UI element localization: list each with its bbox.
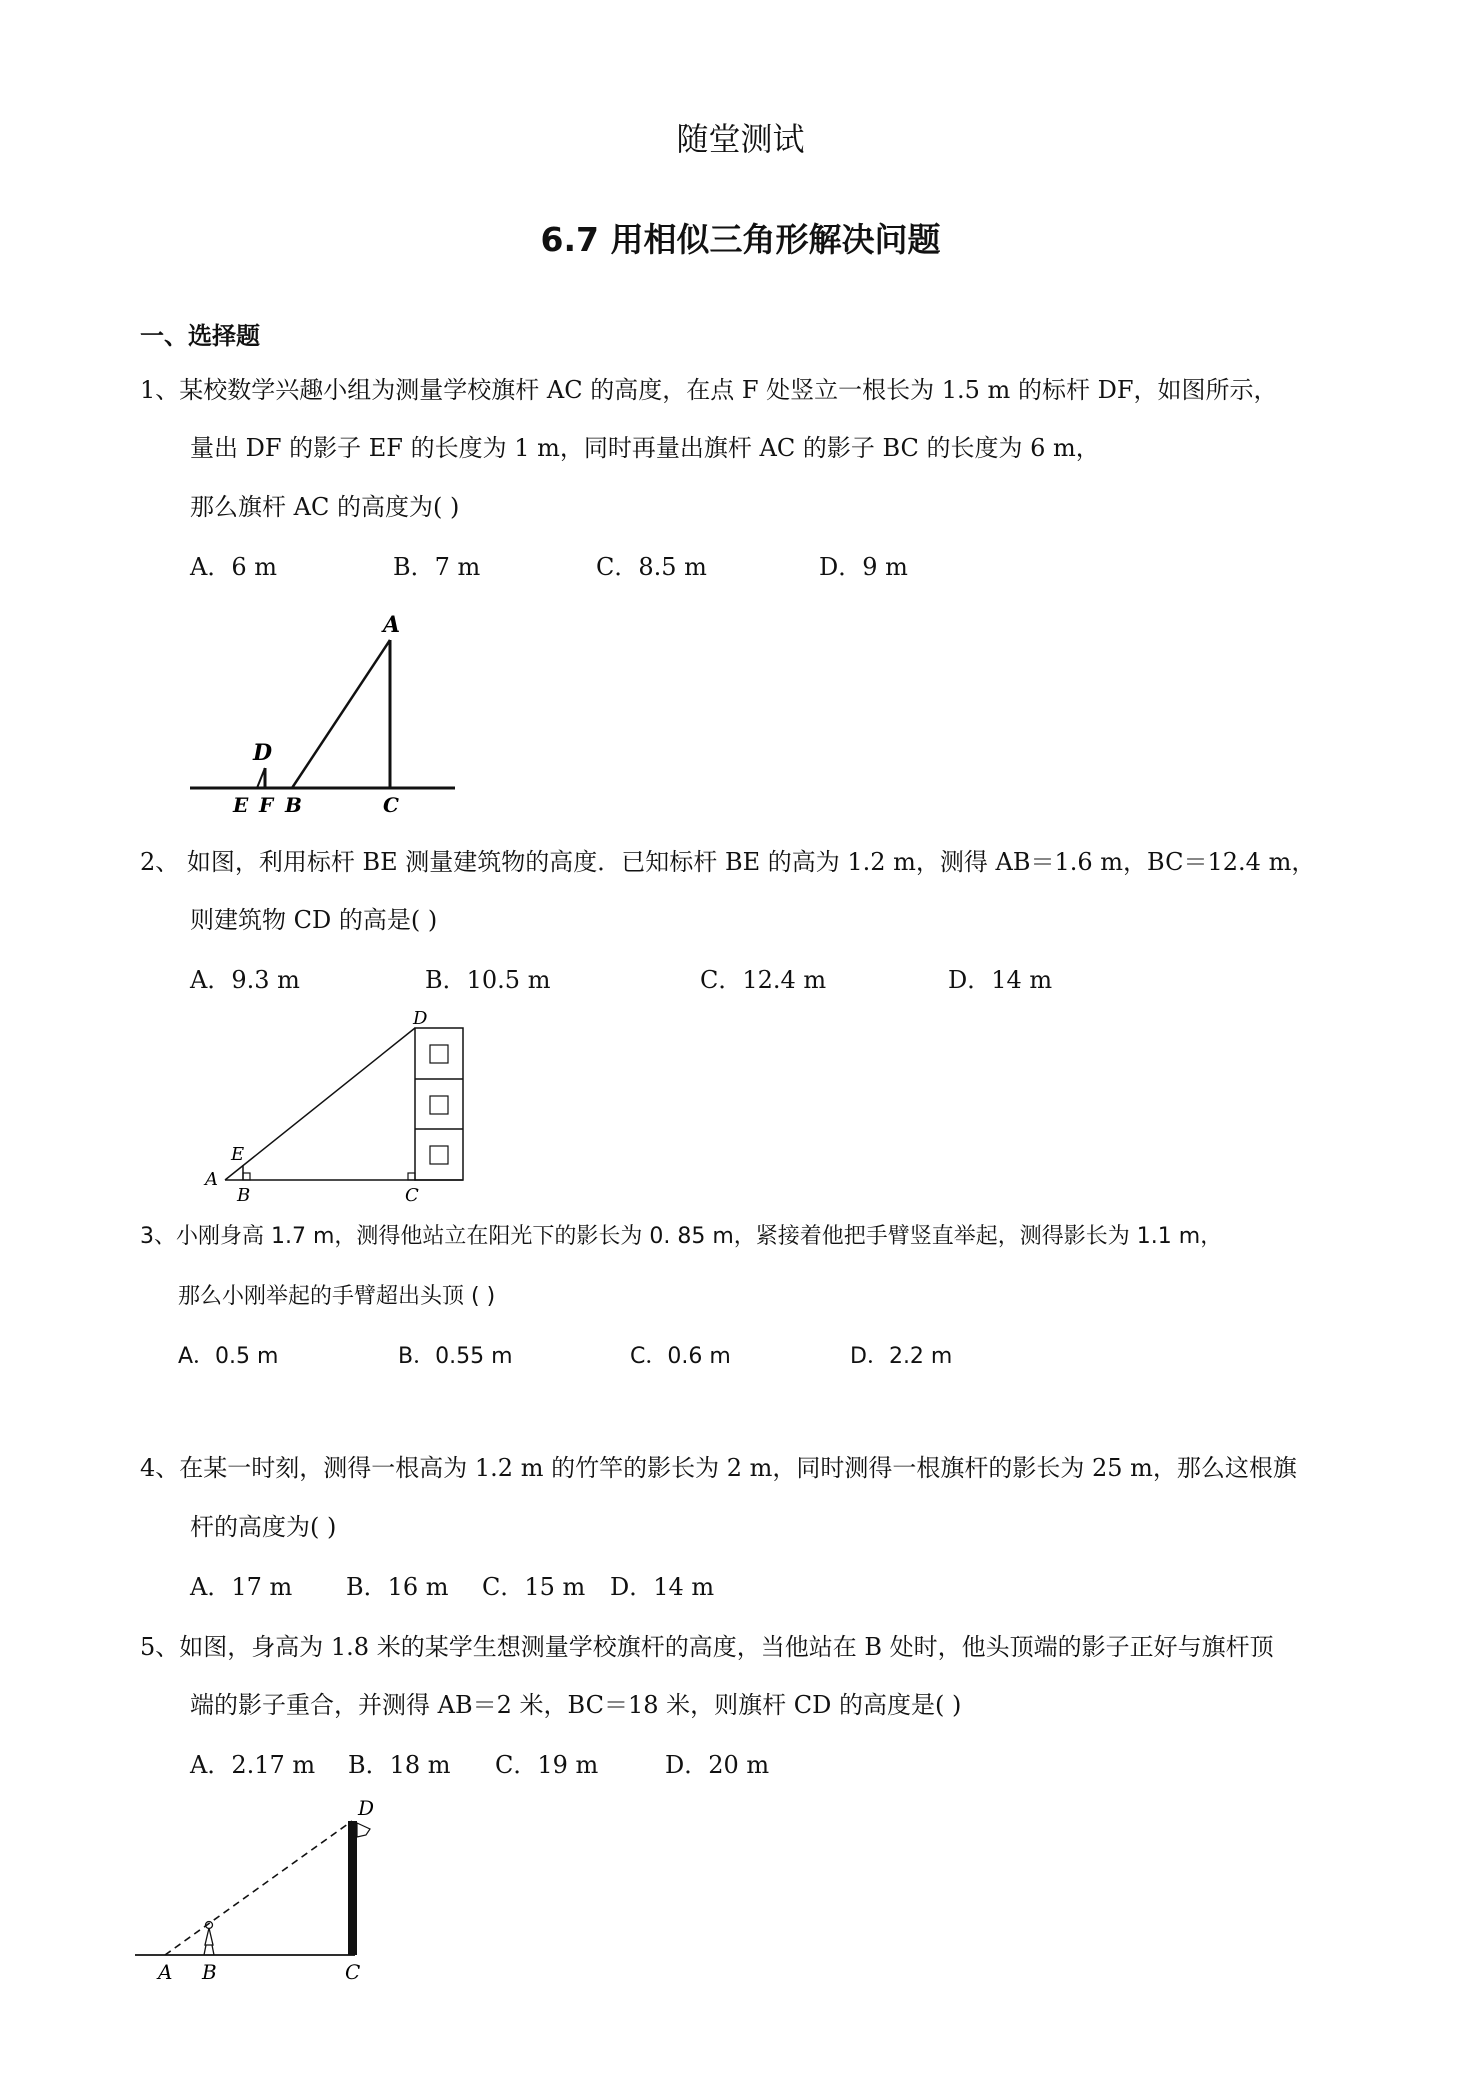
question-5-option-b: B．18 m [348, 1751, 451, 1779]
question-1-line-3: 那么旗杆 AC 的高度为( ) [190, 493, 460, 521]
fig5-label-d: D [358, 1796, 375, 1820]
question-3-option-d: D．2.2 m [850, 1344, 953, 1369]
fig2-building-cd [415, 1028, 463, 1180]
question-4-option-d: D．14 m [610, 1573, 715, 1601]
question-5-line-2: 端的影子重合，并测得 AB＝2 米，BC＝18 米，则旗杆 CD 的高度是( ) [190, 1691, 962, 1719]
question-4-line-1: 4、在某一时刻，测得一根高为 1.2 m 的竹竿的影长为 2 m，同时测得一根旗杆的影长为 25 m，那么这根旗 [140, 1454, 1297, 1482]
question-3-line-2: 那么小刚举起的手臂超出头顶 ( ) [178, 1284, 496, 1309]
question-1-option-b: B．7 m [393, 553, 481, 581]
question-2-line-2: 则建筑物 CD 的高是( ) [190, 906, 438, 934]
fig2-label-d: D [413, 1008, 428, 1029]
fig5-student-body [204, 1928, 214, 1955]
question-2-figure [195, 1005, 485, 1205]
question-5-figure [130, 1795, 400, 1995]
question-5-option-a: A．2.17 m [190, 1751, 316, 1779]
question-3-option-b: B．0.55 m [398, 1344, 513, 1369]
fig2-window-3 [430, 1146, 448, 1164]
fig5-label-a: A [158, 1960, 173, 1984]
question-3-option-a: A．0.5 m [178, 1344, 279, 1369]
fig1-label-c: C [383, 793, 399, 817]
fig2-label-a: A [205, 1169, 218, 1190]
question-1-figure [185, 610, 465, 820]
question-4-option-c: C．15 m [482, 1573, 586, 1601]
question-2-option-c: C．12.4 m [700, 966, 827, 994]
fig2-label-c: C [405, 1185, 419, 1206]
question-1-line-2: 量出 DF 的影子 EF 的长度为 1 m，同时再量出旗杆 AC 的影子 BC 的长度为 6 m， [190, 434, 1100, 462]
question-4-line-2: 杆的高度为( ) [190, 1513, 337, 1541]
question-4-option-a: A．17 m [190, 1573, 293, 1601]
section-heading: 一、选择题 [140, 322, 260, 350]
fig5-label-b: B [202, 1960, 217, 1984]
fig5-flagpole-cd [348, 1821, 357, 1955]
fig2-label-b: B [237, 1185, 251, 1206]
question-1-option-c: C．8.5 m [596, 553, 707, 581]
question-3-option-c: C．0.6 m [630, 1344, 731, 1369]
fig1-label-a: A [383, 612, 401, 638]
fig5-flag [357, 1823, 370, 1837]
question-5-option-d: D．20 m [665, 1751, 770, 1779]
fig2-window-1 [430, 1045, 448, 1063]
fig2-label-e: E [231, 1144, 245, 1165]
page-title: 随堂测试 [676, 120, 805, 158]
question-1-line-1: 1、某校数学兴趣小组为测量学校旗杆 AC 的高度，在点 F 处竖立一根长为 1.5 m 的标杆 DF，如图所示， [140, 376, 1278, 404]
question-4-option-b: B．16 m [346, 1573, 449, 1601]
question-1-option-a: A．6 m [190, 553, 277, 581]
question-2-option-a: A．9.3 m [190, 966, 300, 994]
question-1-option-d: D．9 m [819, 553, 908, 581]
fig2-window-2 [430, 1096, 448, 1114]
fig1-sun-ray-ab [292, 640, 390, 788]
question-5-option-c: C．19 m [495, 1751, 599, 1779]
question-5-line-1: 5、如图，身高为 1.8 米的某学生想测量学校旗杆的高度，当他站在 B 处时，他头顶端的影子正好与旗杆顶 [140, 1633, 1274, 1661]
question-2-option-d: D．14 m [948, 966, 1053, 994]
fig2-hypotenuse-ad [225, 1028, 415, 1180]
question-3-line-1: 3、小刚身高 1.7 m，测得他站立在阳光下的影长为 0. 85 m，紧接着他把手臂竖直举起，测得影长为 1.1 m， [140, 1224, 1223, 1249]
question-2-line-1: 2、 如图，利用标杆 BE 测量建筑物的高度．已知标杆 BE 的高为 1.2 m，测得 AB＝1.6 m，BC＝12.4 m， [140, 848, 1316, 876]
fig2-right-angle-c [408, 1173, 415, 1180]
fig5-dashed-ray [165, 1821, 352, 1955]
fig2-right-angle-b [243, 1173, 250, 1180]
fig5-label-c: C [345, 1960, 361, 1984]
question-2-option-b: B．10.5 m [425, 966, 551, 994]
fig1-label-d: D [253, 740, 273, 766]
fig1-label-f: F [259, 793, 274, 817]
fig1-label-b: B [285, 793, 302, 817]
lesson-title: 6.7 用相似三角形解决问题 [540, 220, 941, 259]
fig1-label-e: E [233, 793, 249, 817]
